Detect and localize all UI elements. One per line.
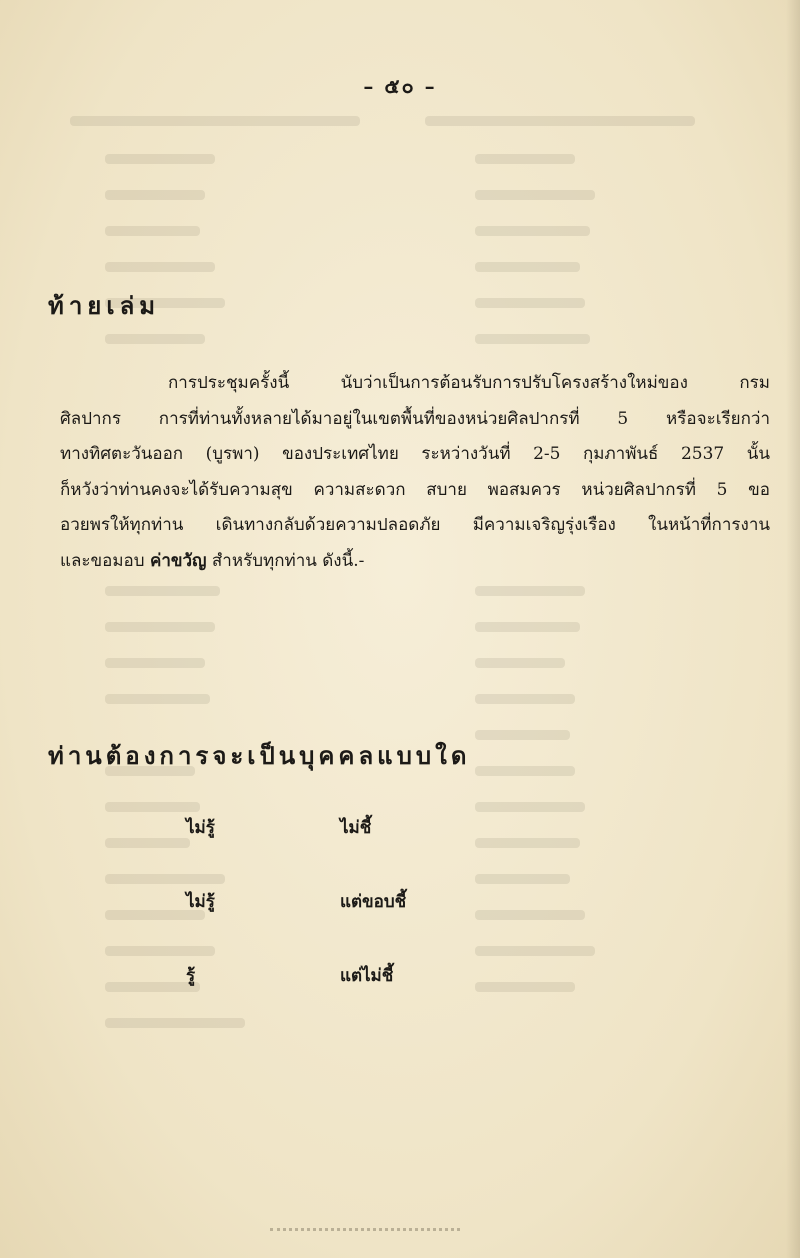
bleed-bar xyxy=(105,262,215,272)
bleed-bar xyxy=(105,154,215,164)
paragraph-line: อวยพรให้ทุกท่าน เดินทางกลับด้วยความปลอดภัย มีความเจริญรุ่งเรือง ในหน้าที่การงาน xyxy=(60,515,770,535)
bleed-bar xyxy=(475,190,595,200)
bleed-bar xyxy=(475,838,580,848)
question-heading: ท่านต้องการจะเป็นบุคคลแบบใด xyxy=(48,742,471,770)
bleed-bar xyxy=(105,226,200,236)
bleed-bar xyxy=(105,802,200,812)
bleed-bar xyxy=(475,910,585,920)
bleed-through-left-column xyxy=(95,140,245,1054)
closing-heading: ท้ายเล่ม xyxy=(48,292,161,320)
bleed-bar xyxy=(475,586,585,596)
closing-paragraph xyxy=(60,366,770,579)
bleed-bar xyxy=(475,694,575,704)
bleed-bar xyxy=(105,946,215,956)
bleed-bar xyxy=(475,874,570,884)
bleed-through-header xyxy=(70,112,730,130)
option-3-left: รู้ xyxy=(186,966,196,986)
gift-word: ค่าขวัญ xyxy=(149,550,207,571)
bleed-bar xyxy=(105,1018,245,1028)
bleed-bar xyxy=(475,982,575,992)
page-number: – ๕๐ – xyxy=(363,74,437,98)
paragraph-text: และขอมอบ xyxy=(60,550,150,571)
bleed-bar xyxy=(105,190,205,200)
bleed-bar xyxy=(475,946,595,956)
option-2-right: แต่ขอบชี้ xyxy=(340,892,407,912)
bleed-through-right-column xyxy=(455,140,595,1018)
bleed-bar xyxy=(475,154,575,164)
bleed-bar xyxy=(105,874,225,884)
bleed-bar xyxy=(475,298,585,308)
bleed-bar xyxy=(105,622,215,632)
paragraph-line: ศิลปากร การที่ท่านทั้งหลายได้มาอยู่ในเขตพื้นที่ของหน่วยศิลปากรที่ 5 หรือจะเรียกว่า xyxy=(60,408,770,429)
bleed-bar xyxy=(105,694,210,704)
paragraph-line: การประชุมครั้งนี้ นับว่าเป็นการต้อนรับการปรับโครงสร้างใหม่ของ กรม xyxy=(168,373,770,393)
option-1-right: ไม่ชี้ xyxy=(340,818,372,838)
bleed-bar xyxy=(475,730,570,740)
paragraph-line: ทางทิศตะวันออก (บูรพา) ของประเทศไทย ระหว่างวันที่ 2-5 กุมภาพันธ์ 2537 นั้น xyxy=(60,444,770,464)
option-1-left: ไม่รู้ xyxy=(186,818,215,838)
footer-dotted-line xyxy=(270,1228,460,1239)
paragraph-text: สำหรับทุกท่าน ดังนี้.- xyxy=(206,550,365,571)
bleed-bar xyxy=(105,586,220,596)
paragraph-line: ก็หวังว่าท่านคงจะได้รับความสุข ความสะดวก สบาย พอสมควร หน่วยศิลปากรที่ 5 ขอ xyxy=(60,479,770,500)
bleed-bar xyxy=(475,658,565,668)
bleed-bar xyxy=(105,658,205,668)
bleed-bar xyxy=(475,622,580,632)
bleed-bar xyxy=(70,116,360,126)
bleed-bar xyxy=(105,838,190,848)
bleed-bar xyxy=(475,226,590,236)
option-3-right: แต่ไม่ชี้ xyxy=(340,966,394,986)
bleed-bar xyxy=(475,334,590,344)
page-edge-shadow xyxy=(786,0,800,1258)
bleed-bar xyxy=(105,334,205,344)
bleed-bar xyxy=(475,802,585,812)
bleed-bar xyxy=(475,262,580,272)
bleed-bar xyxy=(425,116,695,126)
option-2-left: ไม่รู้ xyxy=(186,892,215,912)
paragraph-last-line xyxy=(60,544,770,580)
bleed-bar xyxy=(475,766,575,776)
